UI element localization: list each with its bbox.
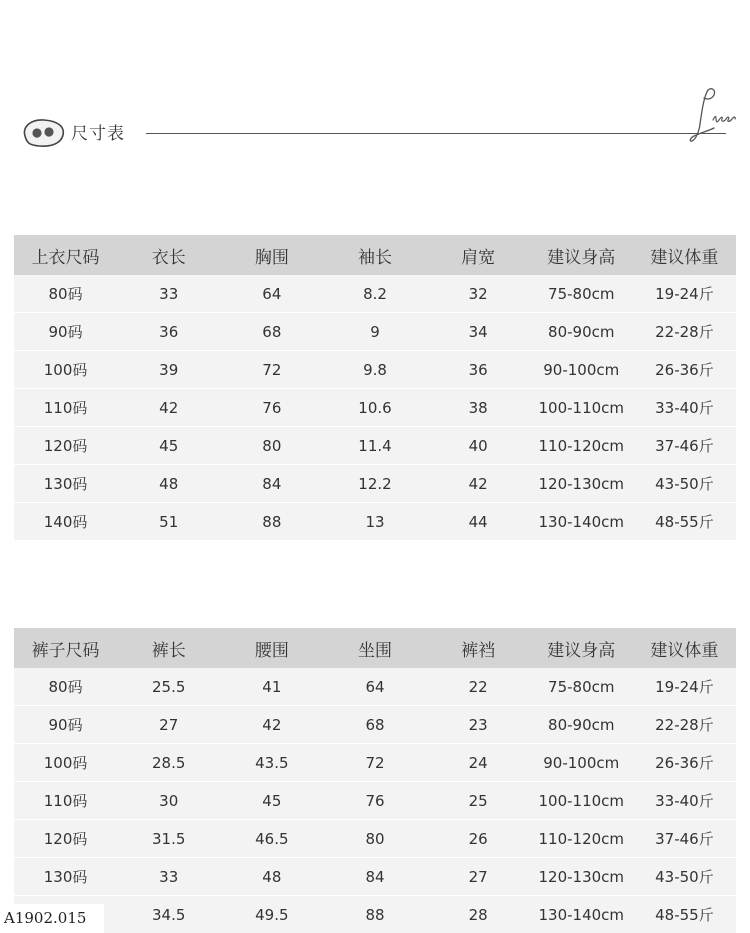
header-divider <box>146 133 726 134</box>
table-cell: 42 <box>220 706 323 744</box>
table-cell: 100码 <box>14 744 117 782</box>
table-cell: 43.5 <box>220 744 323 782</box>
table-cell: 32 <box>427 275 530 313</box>
table-cell: 110码 <box>14 782 117 820</box>
table-cell: 72 <box>323 744 426 782</box>
column-header: 裤子尺码 <box>14 628 117 668</box>
column-header: 上衣尺码 <box>14 235 117 275</box>
table-cell: 80 <box>220 427 323 465</box>
table-cell: 9 <box>323 313 426 351</box>
column-header: 裤裆 <box>427 628 530 668</box>
table-cell: 48 <box>220 858 323 896</box>
table-cell: 19-24斤 <box>633 668 736 706</box>
table-cell: 26-36斤 <box>633 744 736 782</box>
table-cell: 130码 <box>14 858 117 896</box>
table-cell: 80码 <box>14 668 117 706</box>
table-cell: 100-110cm <box>530 389 633 427</box>
column-header: 肩宽 <box>427 235 530 275</box>
table-cell: 68 <box>323 706 426 744</box>
table-cell: 25 <box>427 782 530 820</box>
table-row <box>14 389 736 427</box>
table-cell: 27 <box>427 858 530 896</box>
table-cell: 90-100cm <box>530 351 633 389</box>
table-row <box>14 820 736 858</box>
table-cell: 13 <box>323 503 426 541</box>
table-cell: 28.5 <box>117 744 220 782</box>
column-header: 坐围 <box>323 628 426 668</box>
top-size-table <box>14 235 736 540</box>
table-cell: 36 <box>117 313 220 351</box>
table-cell: 64 <box>220 275 323 313</box>
column-header: 建议身高 <box>530 235 633 275</box>
table-cell: 43-50斤 <box>633 465 736 503</box>
table-row <box>14 782 736 820</box>
table-header-row <box>14 235 736 275</box>
table-cell: 84 <box>220 465 323 503</box>
table-cell: 120-130cm <box>530 858 633 896</box>
table-cell: 33-40斤 <box>633 389 736 427</box>
table-cell: 90-100cm <box>530 744 633 782</box>
table-cell: 43-50斤 <box>633 858 736 896</box>
table-cell: 24 <box>427 744 530 782</box>
table-cell: 11.4 <box>323 427 426 465</box>
table-cell: 76 <box>323 782 426 820</box>
table-cell: 80-90cm <box>530 706 633 744</box>
table-row <box>14 465 736 503</box>
table-cell: 34 <box>427 313 530 351</box>
table-cell: 120-130cm <box>530 465 633 503</box>
table-row <box>14 351 736 389</box>
table-cell: 45 <box>220 782 323 820</box>
table-cell: 30 <box>117 782 220 820</box>
table-cell: 48-55斤 <box>633 503 736 541</box>
table-cell: 37-46斤 <box>633 820 736 858</box>
table-row <box>14 313 736 351</box>
table-cell: 80-90cm <box>530 313 633 351</box>
table-cell: 49.5 <box>220 896 323 933</box>
table-cell: 130码 <box>14 465 117 503</box>
table-row <box>14 275 736 313</box>
blob-icon <box>20 116 66 150</box>
table-cell: 48-55斤 <box>633 896 736 933</box>
table-row <box>14 744 736 782</box>
table-cell: 130-140cm <box>530 896 633 933</box>
column-header: 建议身高 <box>530 628 633 668</box>
table-cell: 28 <box>427 896 530 933</box>
column-header: 裤长 <box>117 628 220 668</box>
table-cell: 110码 <box>14 389 117 427</box>
table-cell: 100-110cm <box>530 782 633 820</box>
table-cell: 22-28斤 <box>633 706 736 744</box>
table-cell: 90码 <box>14 313 117 351</box>
table-row <box>14 503 736 541</box>
table-cell: 88 <box>323 896 426 933</box>
table-cell: 33-40斤 <box>633 782 736 820</box>
table-cell: 42 <box>427 465 530 503</box>
table-cell: 80码 <box>14 275 117 313</box>
table-cell: 25.5 <box>117 668 220 706</box>
table-cell: 40 <box>427 427 530 465</box>
table-cell: 72 <box>220 351 323 389</box>
column-header: 建议体重 <box>633 628 736 668</box>
table-cell: 12.2 <box>323 465 426 503</box>
table-cell: 51 <box>117 503 220 541</box>
table-cell: 110-120cm <box>530 820 633 858</box>
table-cell: 88 <box>220 503 323 541</box>
column-header: 衣长 <box>117 235 220 275</box>
table-cell: 90码 <box>14 706 117 744</box>
table-cell: 31.5 <box>117 820 220 858</box>
table-cell: 75-80cm <box>530 275 633 313</box>
column-header: 建议体重 <box>633 235 736 275</box>
table-cell: 110-120cm <box>530 427 633 465</box>
table-cell: 8.2 <box>323 275 426 313</box>
table-cell: 80 <box>323 820 426 858</box>
table-cell: 39 <box>117 351 220 389</box>
bottom-size-table <box>14 628 736 933</box>
size-chart-header <box>0 0 750 180</box>
table-cell: 140码 <box>14 503 117 541</box>
table-row <box>14 706 736 744</box>
table-cell: 41 <box>220 668 323 706</box>
table-cell: 26 <box>427 820 530 858</box>
table-cell: 38 <box>427 389 530 427</box>
table-cell: 42 <box>117 389 220 427</box>
table-cell: 130-140cm <box>530 503 633 541</box>
table-cell: 19-24斤 <box>633 275 736 313</box>
table-cell: 45 <box>117 427 220 465</box>
table-row <box>14 896 736 933</box>
table-cell: 120码 <box>14 820 117 858</box>
product-code-label: A1902.015 <box>0 904 104 933</box>
table-cell: 26-36斤 <box>633 351 736 389</box>
column-header: 胸围 <box>220 235 323 275</box>
table-cell: 10.6 <box>323 389 426 427</box>
table-cell: 36 <box>427 351 530 389</box>
table-cell: 44 <box>427 503 530 541</box>
column-header: 腰围 <box>220 628 323 668</box>
table-header-row <box>14 628 736 668</box>
table-cell: 75-80cm <box>530 668 633 706</box>
table-cell: 120码 <box>14 427 117 465</box>
size-script-logo <box>686 84 738 146</box>
table-cell: 37-46斤 <box>633 427 736 465</box>
table-cell: 34.5 <box>117 896 220 933</box>
table-cell: 84 <box>323 858 426 896</box>
size-chart-title: 尺寸表 <box>71 124 125 144</box>
table-cell: 22 <box>427 668 530 706</box>
table-cell: 27 <box>117 706 220 744</box>
table-cell: 100码 <box>14 351 117 389</box>
table-row <box>14 858 736 896</box>
table-cell: 33 <box>117 275 220 313</box>
column-header: 袖长 <box>323 235 426 275</box>
table-cell: 46.5 <box>220 820 323 858</box>
table-row <box>14 427 736 465</box>
table-cell: 9.8 <box>323 351 426 389</box>
table-cell: 48 <box>117 465 220 503</box>
table-cell: 64 <box>323 668 426 706</box>
table-cell: 23 <box>427 706 530 744</box>
table-cell: 22-28斤 <box>633 313 736 351</box>
table-cell: 76 <box>220 389 323 427</box>
table-cell: 33 <box>117 858 220 896</box>
table-row <box>14 668 736 706</box>
table-cell: 68 <box>220 313 323 351</box>
